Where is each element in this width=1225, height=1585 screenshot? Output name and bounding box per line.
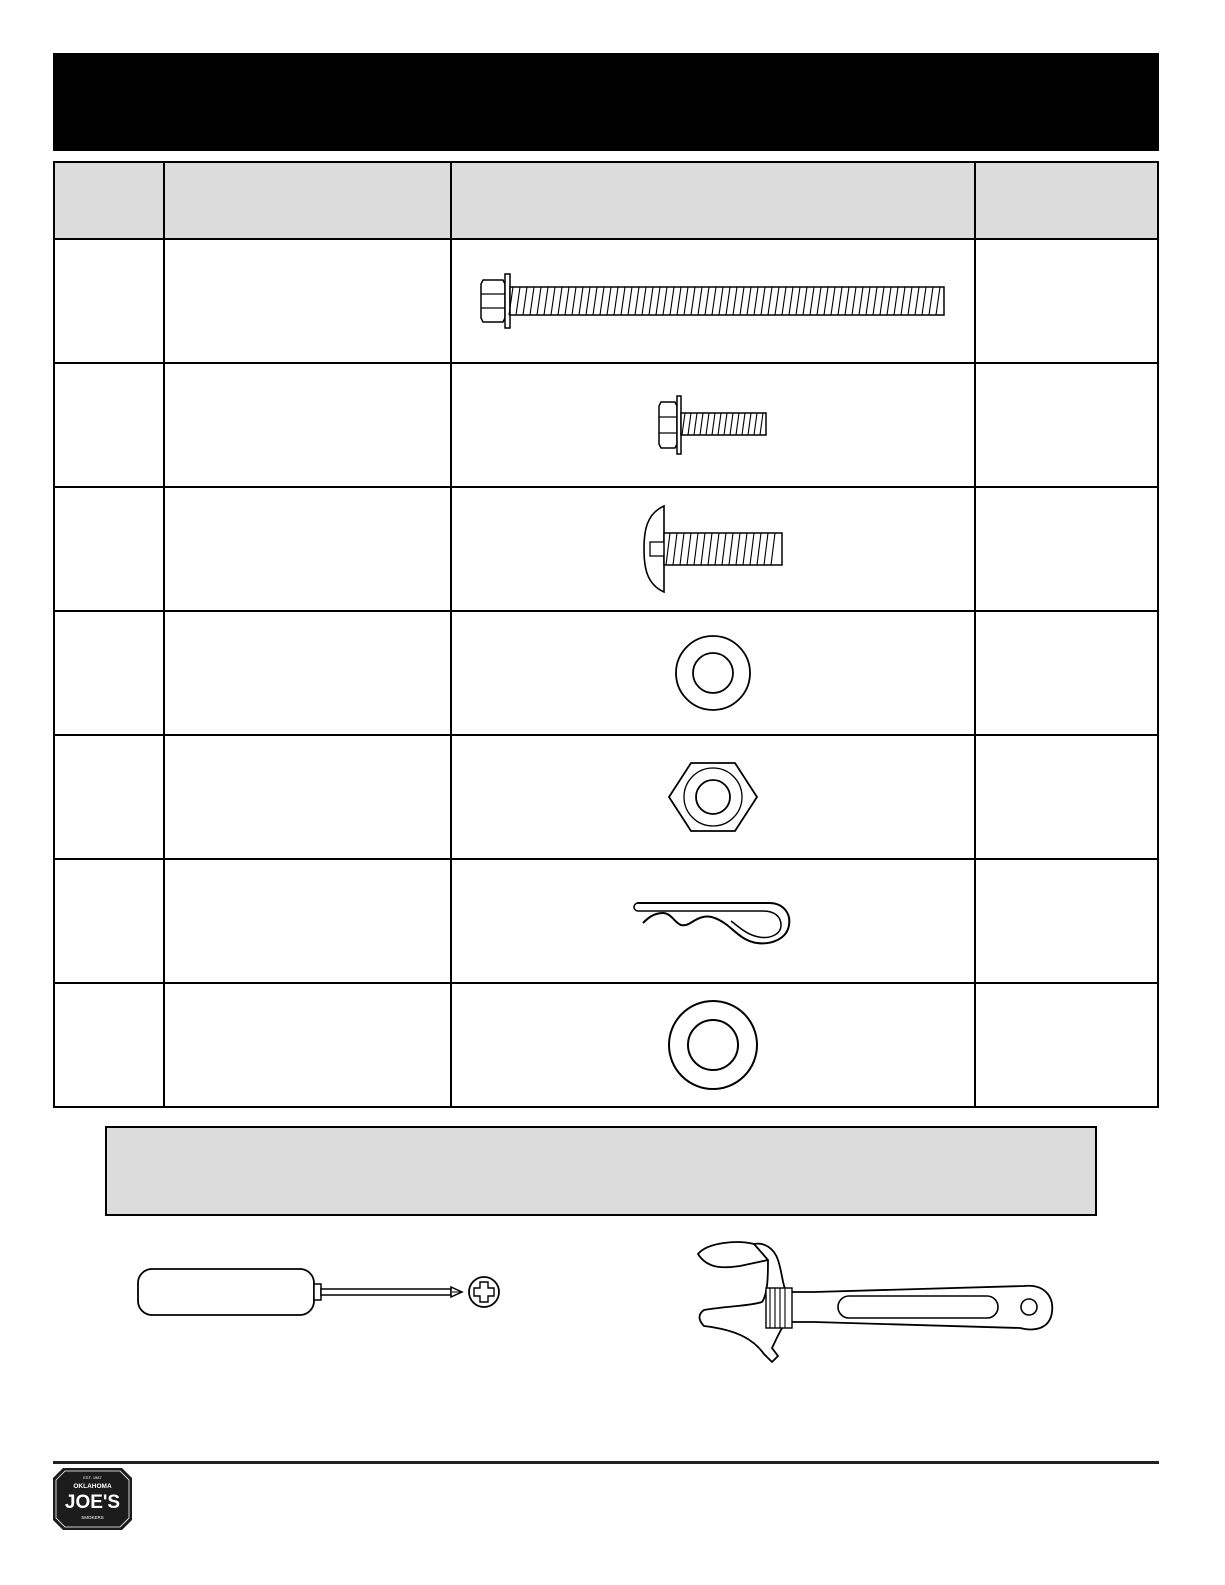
column-header-image — [451, 162, 975, 239]
image-cell — [451, 239, 975, 363]
qty-cell — [975, 735, 1158, 859]
description-cell — [164, 611, 451, 735]
logo-upper-text: OKLAHOMA — [73, 1483, 112, 1490]
long-flange-bolt-icon — [477, 260, 949, 342]
table-row — [54, 735, 1158, 859]
column-header-description — [164, 162, 451, 239]
qty-cell — [975, 239, 1158, 363]
footer-divider — [53, 1461, 1159, 1464]
parts-table — [53, 161, 1159, 1108]
qty-cell — [975, 363, 1158, 487]
image-cell — [451, 983, 975, 1107]
qty-cell — [975, 487, 1158, 611]
image-cell — [451, 859, 975, 983]
adjustable-wrench-icon — [694, 1240, 1056, 1364]
title-bar — [53, 53, 1159, 151]
tools-required-box — [105, 1126, 1097, 1216]
flat-washer-icon — [671, 631, 755, 715]
image-cell — [451, 487, 975, 611]
qty-cell — [975, 983, 1158, 1107]
logo-lower-text: SMOKERS — [81, 1515, 104, 1520]
hitch-pin-clip-icon — [631, 889, 795, 953]
description-cell — [164, 363, 451, 487]
description-cell — [164, 859, 451, 983]
part-cell — [54, 611, 164, 735]
part-cell — [54, 735, 164, 859]
table-header-row — [54, 162, 1158, 239]
logo-est-text: EST. 1987 — [83, 1475, 102, 1480]
image-cell — [451, 611, 975, 735]
qty-cell — [975, 859, 1158, 983]
oklahoma-joes-logo — [53, 1468, 132, 1530]
logo-main-text: JOE'S — [64, 1492, 121, 1513]
table-row — [54, 487, 1158, 611]
qty-cell — [975, 611, 1158, 735]
description-cell — [164, 239, 451, 363]
description-cell — [164, 735, 451, 859]
large-washer-icon — [665, 997, 761, 1093]
part-cell — [54, 487, 164, 611]
short-flange-bolt-icon — [655, 390, 771, 460]
table-row — [54, 859, 1158, 983]
hex-nut-icon — [665, 759, 761, 835]
table-row — [54, 983, 1158, 1107]
image-cell — [451, 363, 975, 487]
description-cell — [164, 487, 451, 611]
image-cell — [451, 735, 975, 859]
part-cell — [54, 983, 164, 1107]
table-row — [54, 611, 1158, 735]
part-cell — [54, 363, 164, 487]
description-cell — [164, 983, 451, 1107]
truss-head-screw-icon — [640, 502, 786, 596]
table-row — [54, 363, 1158, 487]
phillips-screwdriver-icon — [136, 1264, 502, 1322]
column-header-qty — [975, 162, 1158, 239]
part-cell — [54, 239, 164, 363]
part-cell — [54, 859, 164, 983]
column-header-part — [54, 162, 164, 239]
table-row — [54, 239, 1158, 363]
